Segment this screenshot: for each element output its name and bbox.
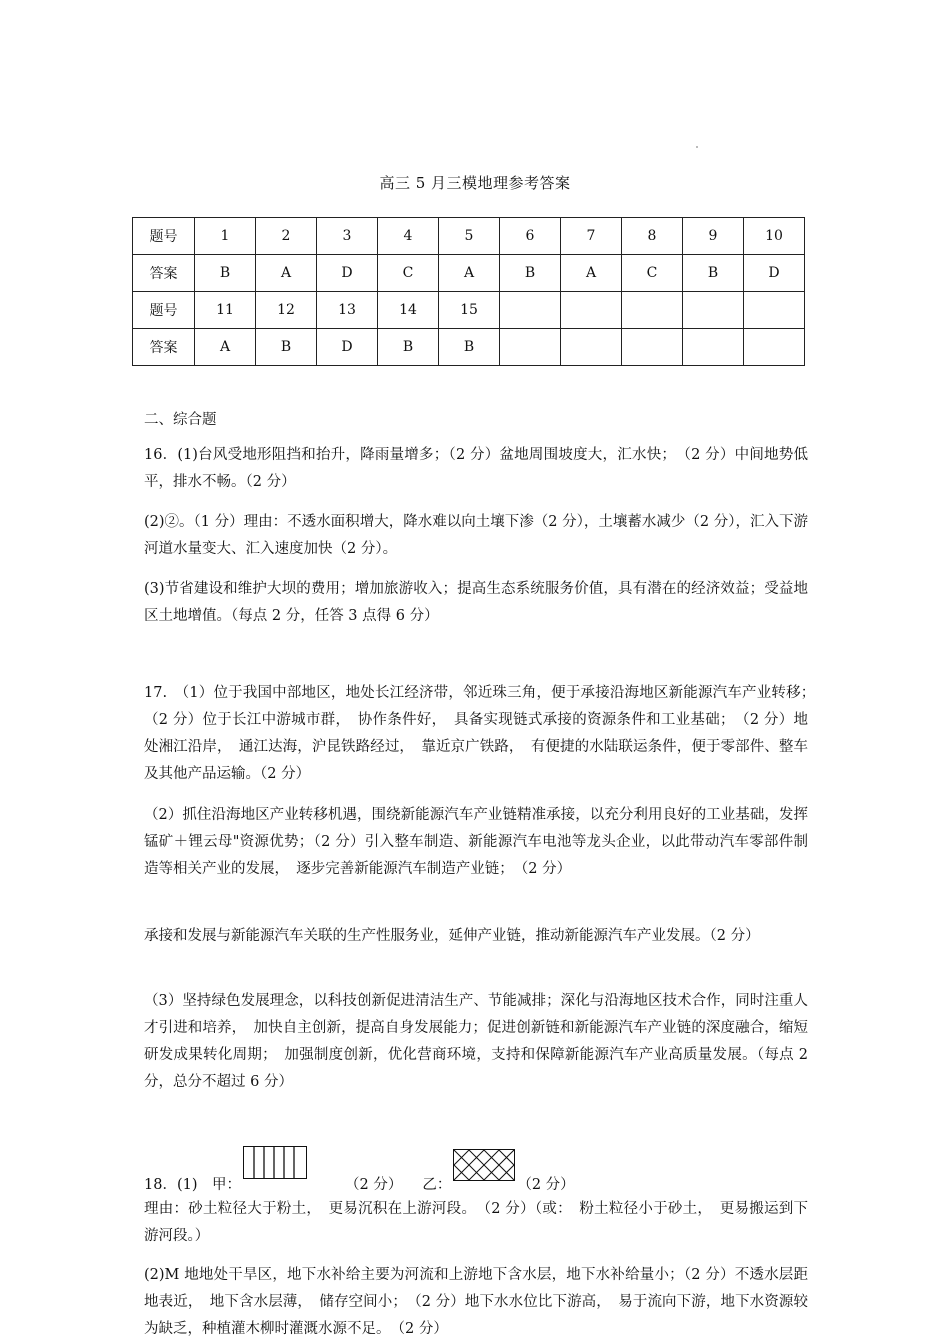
table-cell: 13 (317, 292, 378, 329)
row-header-cell: 题号 (133, 292, 195, 329)
table-cell: D (317, 329, 378, 366)
table-cell (683, 329, 744, 366)
q18-score1: （2 分） (345, 1177, 403, 1193)
q17-part1: 17. （1）位于我国中部地区，地处长江经济带，邻近珠三角，便于承接沿海地区新能源汽车产业转移； （2 分）位于长江中游城市群， 协作条件好， 具备实现链式承接的资源条件和工业基础； （2 分）地处湘江沿岸， 通江达海，沪昆铁路经过， 靠近京广铁路， 有便捷的水陆联运条件，便于零部件、整车及其他产品运输。（2 分） (144, 685, 823, 782)
table-row (133, 292, 805, 329)
table-cell: B (500, 255, 561, 292)
table-cell: A (561, 255, 622, 292)
table-cell (683, 292, 744, 329)
table-row (133, 329, 805, 366)
scan-speck (696, 146, 698, 148)
table-cell: 3 (317, 218, 378, 255)
row-header-cell: 答案 (133, 255, 195, 292)
q18-yi-label: 乙： (422, 1177, 452, 1193)
table-cell: 8 (622, 218, 683, 255)
q18-prefix: 18．(1) 甲： (144, 1177, 241, 1193)
q17-part2: （2）抓住沿海地区产业转移机遇，围绕新能源汽车产业链精准承接，以充分利用良好的工业基础，发挥锰矿＋锂云母"资源优势；（2 分）引入整车制造、新能源汽车电池等龙头企业，以此带动汽车零部件制造等相关产业的发展， 逐步完善新能源汽车制造产业链； （2 分） (144, 807, 808, 877)
table-cell (622, 329, 683, 366)
table-cell: 5 (439, 218, 500, 255)
table-cell: B (195, 255, 256, 292)
table-cell: 6 (500, 218, 561, 255)
table-cell: 1 (195, 218, 256, 255)
table-cell: D (317, 255, 378, 292)
answer-table (132, 217, 805, 366)
table-cell: D (744, 255, 805, 292)
table-cell (744, 292, 805, 329)
table-cell: 10 (744, 218, 805, 255)
table-cell: B (439, 329, 500, 366)
q18-part2: (2)M 地地处干旱区，地下水补给主要为河流和上游地下含水层，地下水补给量小；（2 分）不透水层距地表近， 地下含水层薄， 储存空间小； （2 分）地下水水位比下游高， 易于流向下游，地下水资源较为缺乏，种植灌木柳时灌溉水源不足。 （2 分） (144, 1267, 808, 1337)
table-cell: 15 (439, 292, 500, 329)
q18-part1 (144, 1160, 575, 1199)
table-cell: 7 (561, 218, 622, 255)
table-row (133, 218, 805, 255)
table-cell: 4 (378, 218, 439, 255)
q16-part3: (3)节省建设和维护大坝的费用；增加旅游收入；提高生态系统服务价值，具有潜在的经济效益；受益地区土地增值。（每点 2 分，任答 3 点得 6 分） (144, 581, 808, 624)
section-title: 二、综合题 (144, 412, 217, 428)
table-cell: 2 (256, 218, 317, 255)
table-row (133, 255, 805, 292)
table-cell: A (439, 255, 500, 292)
jia-vertical-hatch-icon (243, 1146, 307, 1179)
q16-part1: 16．(1)台风受地形阻挡和抬升，降雨量增多；（2 分）盆地周围坡度大，汇水快； （2 分）中间地势低平，排水不畅。（2 分） (144, 447, 808, 490)
table-cell: A (256, 255, 317, 292)
q18-score2: （2 分） (517, 1177, 575, 1193)
q16-part2: (2)②。（1 分）理由：不透水面积增大，降水难以向土壤下渗（2 分），土壤蓄水减少（2 分），汇入下游河道水量变大、汇入速度加快（2 分）。 (144, 514, 808, 557)
table-cell (622, 292, 683, 329)
table-cell: 14 (378, 292, 439, 329)
table-cell: C (622, 255, 683, 292)
table-cell: 9 (683, 218, 744, 255)
table-cell (561, 329, 622, 366)
table-cell: 12 (256, 292, 317, 329)
table-cell (744, 329, 805, 366)
page-title: 高三 5 月三模地理参考答案 (379, 174, 571, 192)
table-cell: C (378, 255, 439, 292)
table-cell: B (256, 329, 317, 366)
row-header-cell: 答案 (133, 329, 195, 366)
q17-part4: （3）坚持绿色发展理念，以科技创新促进清洁生产、节能减排；深化与沿海地区技术合作，同时注重人才引进和培养， 加快自主创新，提高自身发展能力；促进创新链和新能源汽车产业链的深度融合，缩短研发成果转化周期； 加强制度创新，优化营商环境，支持和保障新能源汽车产业高质量发展。（每点 2 分，总分不超过 6 分） (144, 993, 808, 1090)
table-cell: B (378, 329, 439, 366)
q18-reason: 理由：砂土粒径大于粉土， 更易沉积在上游河段。 （2 分）（或： 粉土粒径小于砂土， 更易搬运到下游河段。） (144, 1201, 808, 1244)
yi-cross-hatch-icon (453, 1149, 515, 1181)
table-cell (500, 292, 561, 329)
row-header-cell: 题号 (133, 218, 195, 255)
table-cell: A (195, 329, 256, 366)
table-cell (500, 329, 561, 366)
table-cell: B (683, 255, 744, 292)
table-cell: 11 (195, 292, 256, 329)
table-cell (561, 292, 622, 329)
q17-part3: 承接和发展与新能源汽车关联的生产性服务业，延伸产业链，推动新能源汽车产业发展。（2 分） (144, 928, 760, 944)
